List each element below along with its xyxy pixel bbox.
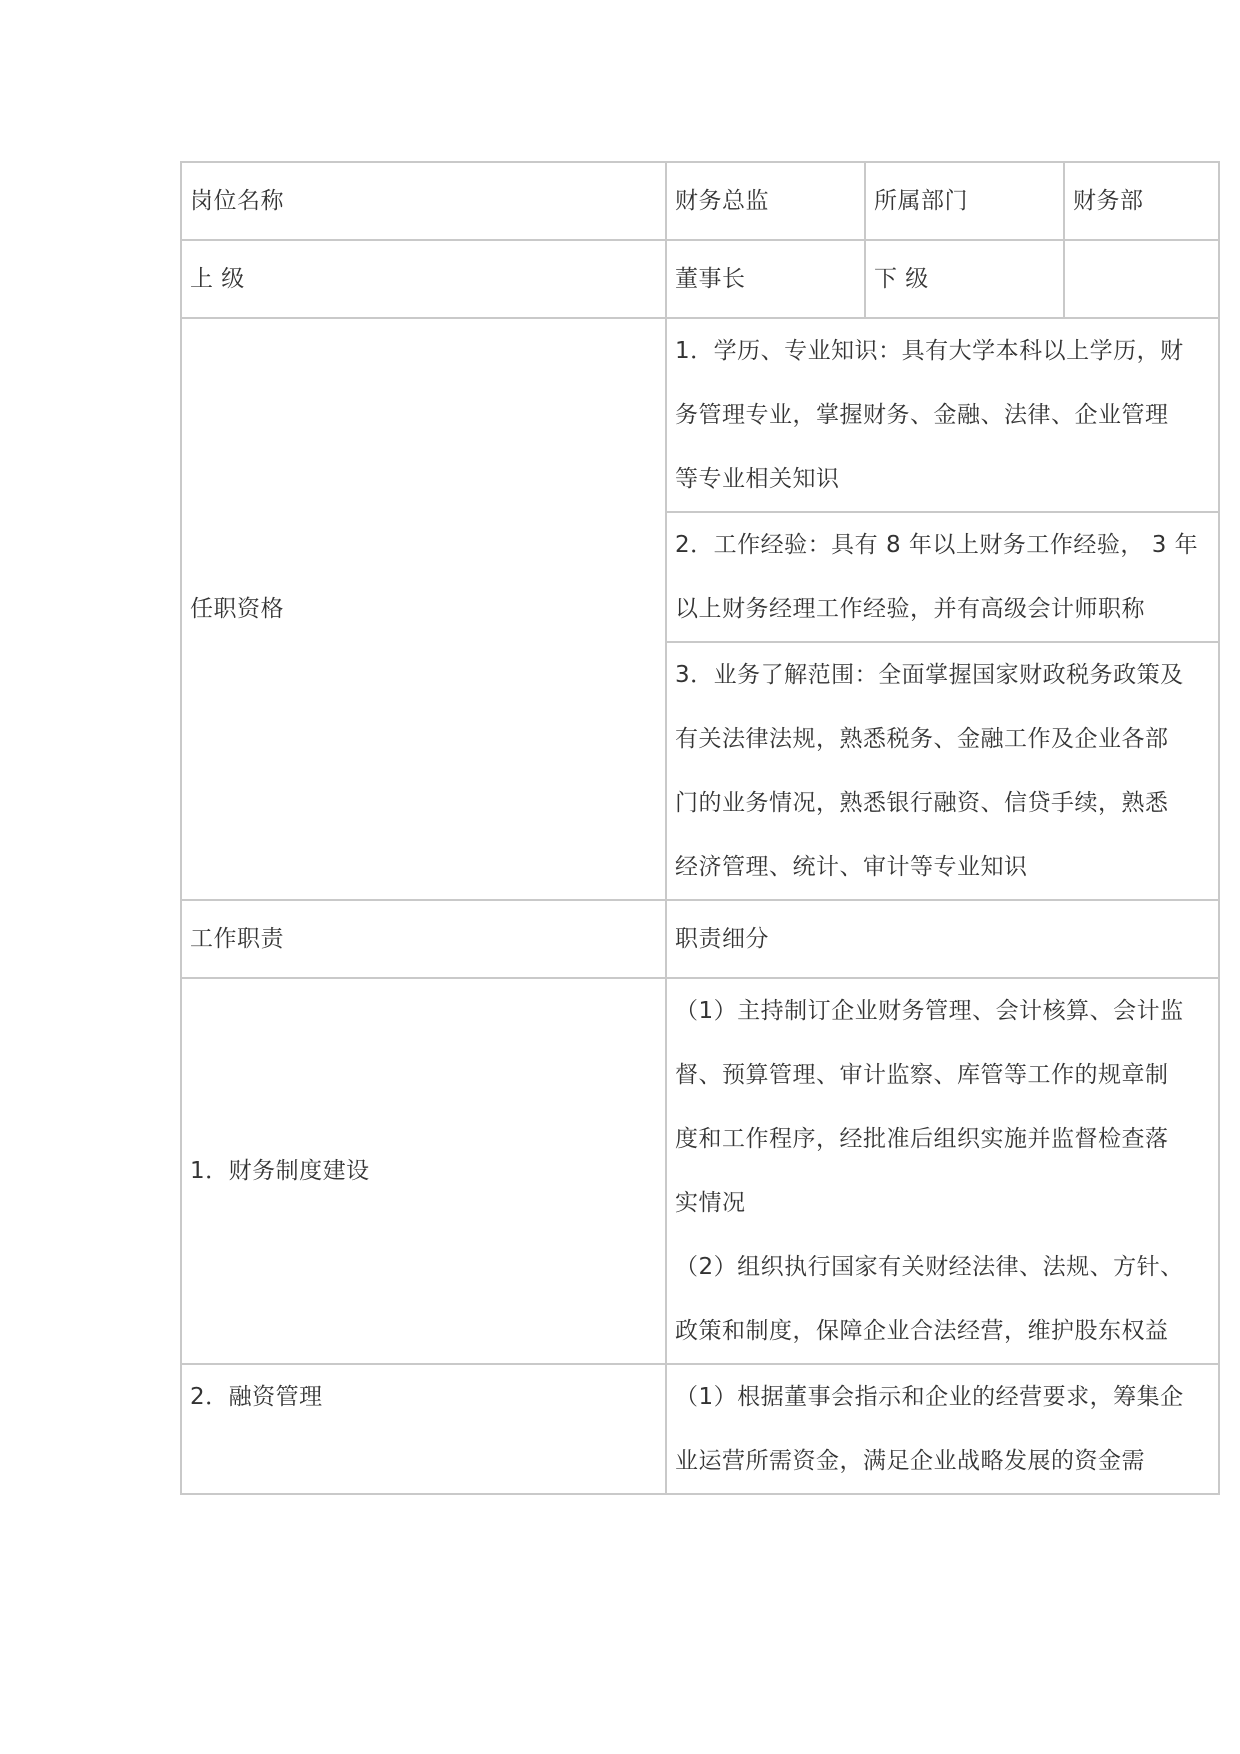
qualification-education-line: 等专业相关知识 (675, 466, 840, 492)
label-duties: 工作职责 (181, 900, 666, 978)
department-value: 财务部 (1064, 162, 1219, 240)
position-title-value: 财务总监 (666, 162, 865, 240)
label-superior: 上 级 (181, 240, 666, 318)
duty-finance-system-label: 1．财务制度建设 (181, 978, 666, 1364)
label-subordinate: 下 级 (865, 240, 1064, 318)
table-row-reporting (181, 240, 1219, 318)
label-qualifications: 任职资格 (181, 318, 666, 900)
table-row-duty-finance-system (181, 978, 1219, 1364)
qualification-education (666, 318, 1219, 512)
qualification-scope-line: 门的业务情况，熟悉银行融资、信贷手续，熟悉 (675, 790, 1169, 816)
duty-detail-line: 业运营所需资金，满足企业战略发展的资金需 (675, 1448, 1145, 1474)
qualification-scope-line: 有关法律法规，熟悉税务、金融工作及企业各部 (675, 726, 1169, 752)
duty-detail-line: （1）主持制订企业财务管理、会计核算、会计监 (675, 998, 1184, 1024)
duty-detail-line: 督、预算管理、审计监察、库管等工作的规章制 (675, 1062, 1169, 1088)
duty-finance-system-details (666, 978, 1219, 1364)
qualification-business-scope (666, 642, 1219, 900)
qualification-education-line: 1．学历、专业知识：具有大学本科以上学历，财 (675, 338, 1184, 364)
duty-detail-line: （1）根据董事会指示和企业的经营要求，筹集企 (675, 1384, 1184, 1410)
table-row-position (181, 162, 1219, 240)
qualification-experience (666, 512, 1219, 642)
subordinate-value (1064, 240, 1219, 318)
label-duty-details: 职责细分 (666, 900, 1219, 978)
job-description-table (180, 161, 1220, 1495)
duty-detail-line: 政策和制度，保障企业合法经营，维护股东权益 (675, 1318, 1169, 1344)
superior-value: 董事长 (666, 240, 865, 318)
qualification-experience-line: 2．工作经验：具有 8 年以上财务工作经验， 3 年 (675, 532, 1199, 558)
label-department: 所属部门 (865, 162, 1064, 240)
qualification-scope-line: 3．业务了解范围：全面掌握国家财政税务政策及 (675, 662, 1184, 688)
qualification-scope-line: 经济管理、统计、审计等专业知识 (675, 854, 1028, 880)
qualification-education-line: 务管理专业，掌握财务、金融、法律、企业管理 (675, 402, 1169, 428)
duty-financing-label: 2．融资管理 (181, 1364, 666, 1494)
table-row-qualification-1 (181, 318, 1219, 512)
label-position-title: 岗位名称 (181, 162, 666, 240)
duty-detail-line: 实情况 (675, 1190, 746, 1216)
duty-detail-line: 度和工作程序，经批准后组织实施并监督检查落 (675, 1126, 1169, 1152)
table-row-duty-financing (181, 1364, 1219, 1494)
duty-detail-line: （2）组织执行国家有关财经法律、法规、方针、 (675, 1254, 1184, 1280)
table-row-duties-header (181, 900, 1219, 978)
duty-financing-details (666, 1364, 1219, 1494)
qualification-experience-line: 以上财务经理工作经验，并有高级会计师职称 (675, 596, 1145, 622)
